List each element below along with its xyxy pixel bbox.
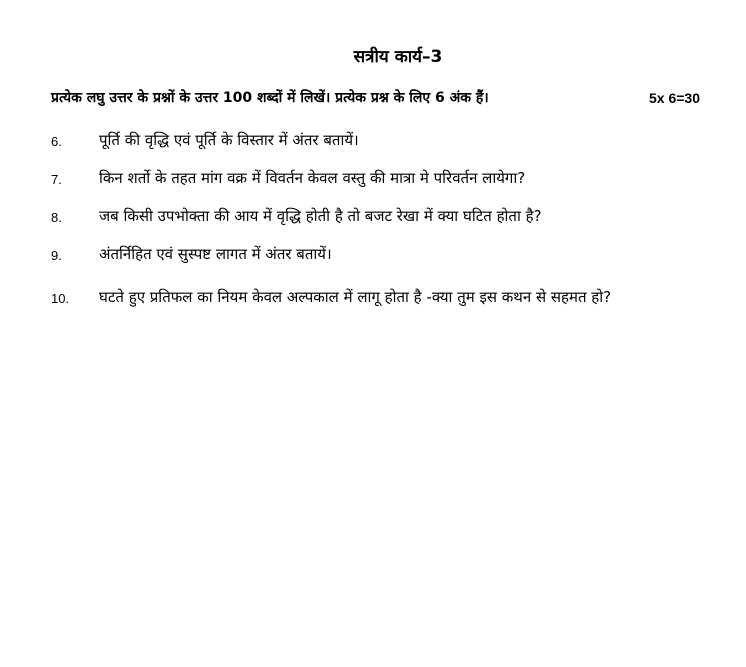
question-item — [51, 287, 711, 311]
marks-scheme: 5x 6=30 — [649, 90, 700, 106]
question-number: 7. — [51, 172, 62, 187]
question-number: 10. — [51, 291, 70, 306]
question-text: घटते हुए प्रतिफल का नियम केवल अल्पकाल में लागू होता है -क्या तुम इस कथन से सहमत हो? — [99, 288, 612, 306]
question-item — [51, 168, 711, 192]
question-number: 8. — [51, 210, 62, 225]
assignment-title: सत्रीय कार्य–3 — [353, 47, 443, 67]
question-text: किन शर्तो के तहत मांग वक्र में विवर्तन केवल वस्तु की मात्रा मे परिवर्तन लायेगा? — [99, 169, 526, 187]
question-text: अंतर्निहित एवं सुस्पष्ट लागत में अंतर बतायें। — [99, 245, 332, 263]
question-number: 9. — [51, 248, 62, 263]
question-item — [51, 130, 711, 154]
instruction-text: प्रत्येक लघु उत्तर के प्रश्नों के उत्तर 100 शब्दों में लिखें। प्रत्येक प्रश्न के लिए 6 अंक हैं। — [51, 90, 489, 106]
question-item — [51, 244, 711, 268]
question-item — [51, 206, 711, 230]
question-text: पूर्ति की वृद्धि एवं पूर्ति के विस्तार में अंतर बतायें। — [99, 131, 359, 149]
question-number: 6. — [51, 134, 62, 149]
question-text: जब किसी उपभोक्ता की आय में वृद्धि होती है तो बजट रेखा में क्या घटित होता है? — [99, 207, 542, 225]
